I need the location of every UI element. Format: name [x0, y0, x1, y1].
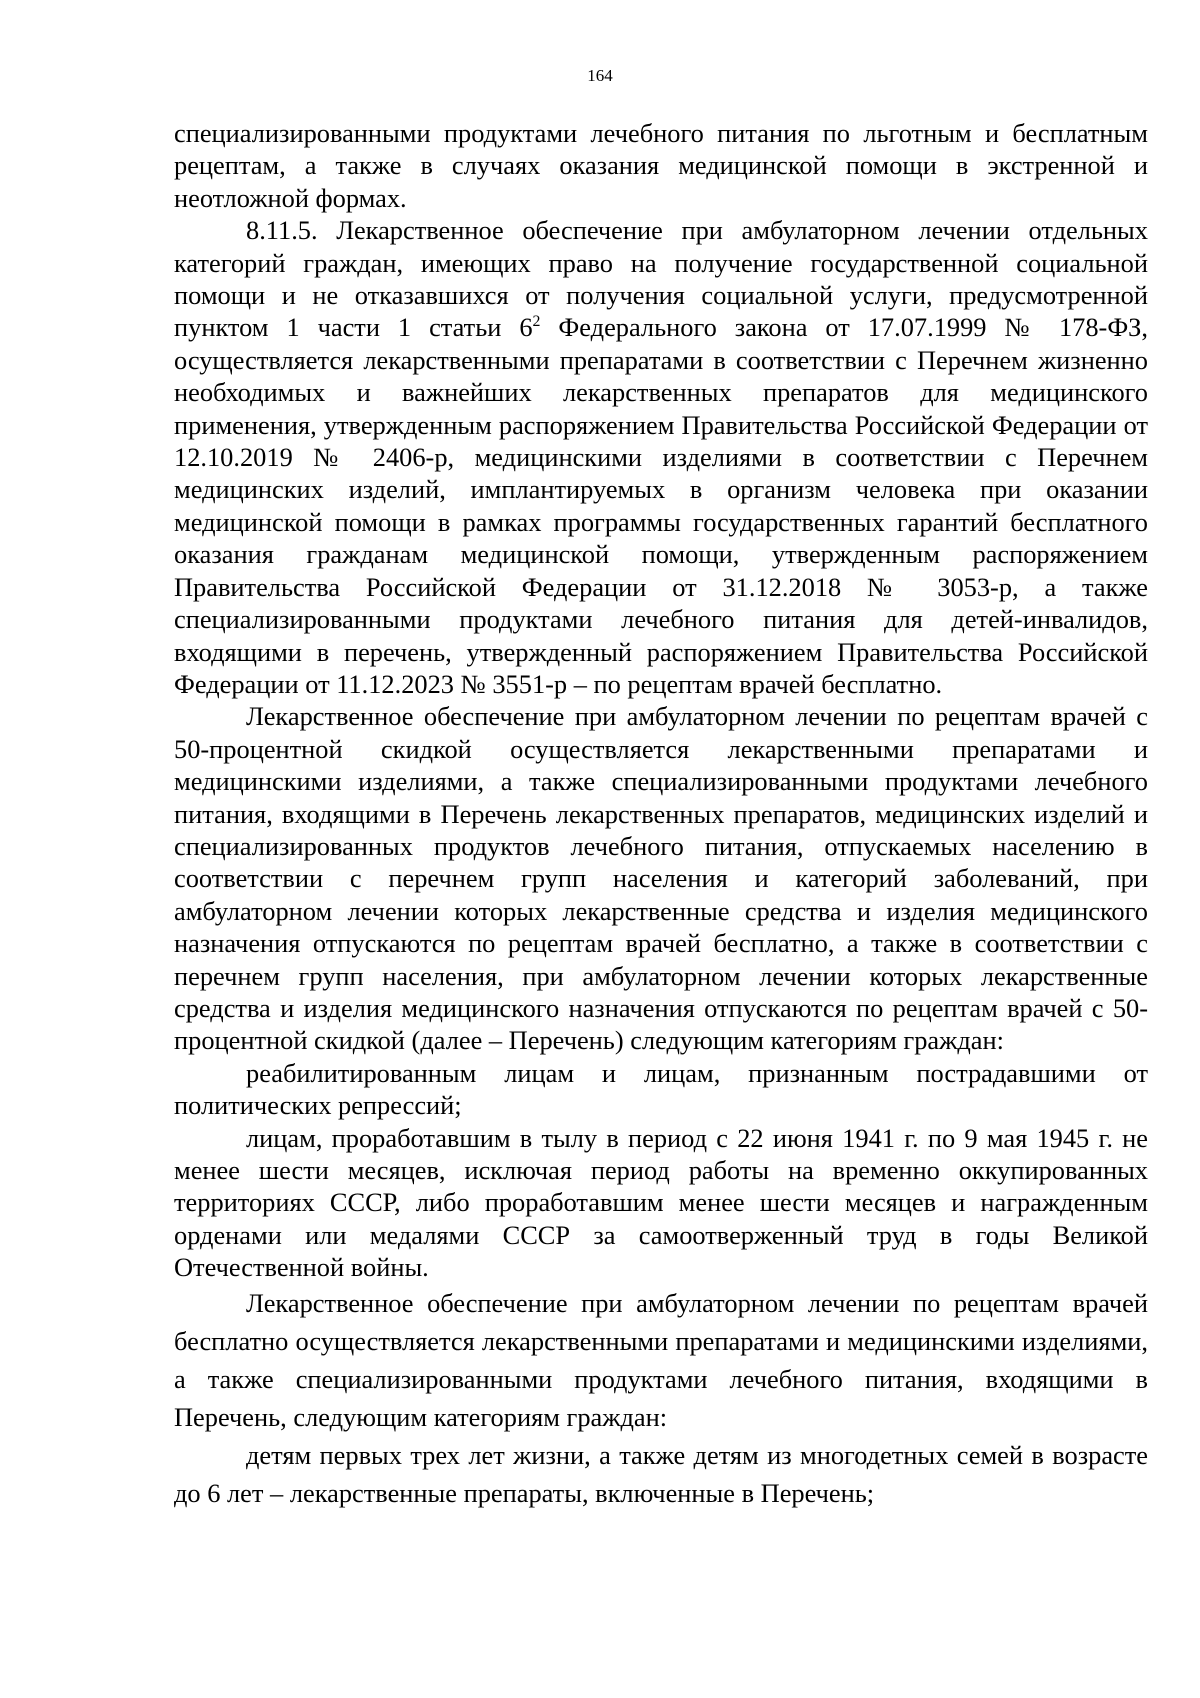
document-body: [174, 117, 1148, 1512]
paragraph-continuation: специализированными продуктами лечебного питания по льготным и бесплатным рецептам, а также в случаях оказания медицинской помощи в экстренной и неотложной формах.: [174, 118, 1148, 213]
paragraph-clause-8-11-5: [174, 214, 1148, 700]
page-number: 164: [587, 66, 613, 85]
superscript-footnote: 2: [532, 313, 541, 331]
clause-text-end: Федерального закона от 17.07.1999 № 178-ФЗ, осуществляется лекарственными препаратами в соответствии с Перечнем жизненно необходимых и важнейших лекарственных препаратов для медицинского применения, утвержденным распоряжением Правительства Российской Федерации от 12.10.2019 № 2406-р, медицинскими изделиями в соответствии с Перечнем медицинских изделий, имплантируемых в организм человека при оказании медицинской помощи в рамках программы государственных гарантий бесплатного оказания гражданам медицинской помощи, утвержденным распоряжением Правительства Российской Федерации от 31.12.2018 № 3053-р, а также специализированными продуктами лечебного питания для детей-инвалидов, входящими в перечень, утвержденный распоряжением Правительства Российской Федерации от 11.12.2023 № 3551-р – по рецептам врачей бесплатно.: [174, 312, 1149, 699]
paragraph-discount-50: Лекарственное обеспечение при амбулаторном лечении по рецептам врачей с 50-процентной скидкой осуществляется лекарственными препаратами и медицинскими изделиями, а также специализированными продуктами лечебного питания, входящими в Перечень лекарственных препаратов, медицинских изделий и специализированных продуктов лечебного питания, отпускаемых населению в соответствии с перечнем групп населения и категорий заболеваний, при амбулаторном лечении которых лекарственные средства и изделия медицинского назначения отпускаются по рецептам врачей бесплатно, а также в соответствии с перечнем групп населения, при амбулаторном лечении которых лекарственные средства и изделия медицинского назначения отпускаются по рецептам врачей с 50-процентной скидкой (далее – Перечень) следующим категориям граждан:: [174, 701, 1148, 1056]
paragraph-home-front: лицам, проработавшим в тылу в период с 22 июня 1941 г. по 9 мая 1945 г. не менее шести месяцев, исключая период работы на временно оккупированных территориях СССР, либо проработавшим менее шести месяцев и награжденным орденами или медалями СССР за самоотверженный труд в годы Великой Отечественной войны.: [174, 1122, 1148, 1283]
paragraph-rehabilitated: реабилитированным лицам и лицам, признанным пострадавшими от политических репрессий;: [174, 1057, 1148, 1121]
paragraph-free-supply: Лекарственное обеспечение при амбулаторном лечении по рецептам врачей бесплатно осуществляется лекарственными препаратами и медицинскими изделиями, а также специализированными продуктами лечебного питания, входящими в Перечень, следующим категориям граждан:: [174, 1287, 1148, 1432]
paragraph-children: детям первых трех лет жизни, а также детям из многодетных семей в возрасте до 6 лет – лекарственные препараты, включенные в Перечень;: [174, 1439, 1148, 1508]
clause-text-start: 8.11.5. Лекарственное обеспечение при амбулаторном лечении отдельных категорий граждан, имеющих право на получение государственной социальной помощи и не отказавшихся от получения социальной услуги, предусмотренной пунктом 1 части 1 статьи 6: [174, 215, 1148, 343]
